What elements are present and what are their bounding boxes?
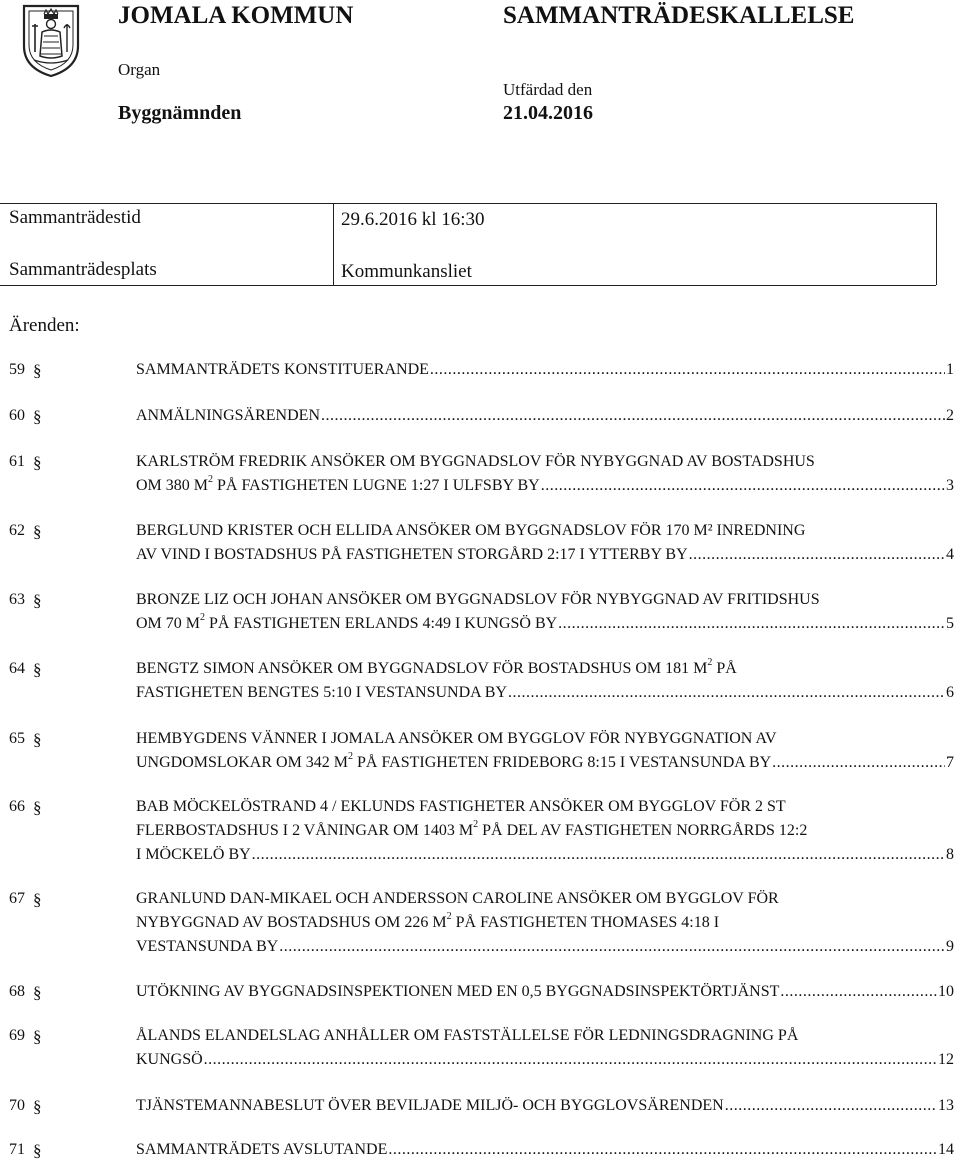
item-title-line: BERGLUND KRISTER OCH ELLIDA ANSÖKER OM BYGGNADSLOV FÖR 170 M² INREDNING	[136, 522, 806, 539]
item-number: 63	[9, 591, 25, 608]
item-title: UTÖKNING AV BYGGNADSINSPEKTIONEN MED EN 0,5 BYGGNADSINSPEKTÖRTJÄNST ..... 10	[136, 983, 954, 1001]
page-number: 7	[946, 754, 954, 771]
section-sign: §	[33, 730, 42, 749]
section-sign: §	[33, 660, 42, 679]
meeting-info-box	[0, 203, 936, 285]
municipality-name: JOMALA KOMMUN	[118, 2, 354, 29]
item-number: 71	[9, 1141, 25, 1158]
document-type: SAMMANTRÄDESKALLELSE	[503, 2, 855, 29]
item-title: TJÄNSTEMANNABESLUT ÖVER BEVILJADE MILJÖ- OCH BYGGLOVSÄRENDEN ..... 13	[136, 1097, 954, 1115]
page-number: 1	[946, 361, 954, 378]
page-number: 8	[946, 846, 954, 863]
item-number: 60	[9, 407, 25, 424]
item-title: UNGDOMSLOKAR OM 342 $M^2$ PÅ FASTIGHETEN FRIDEBORG 8:15 I VESTANSUNDA BY ..... 7	[136, 754, 954, 772]
agenda-heading: Ärenden:	[9, 315, 80, 336]
section-sign: §	[33, 1027, 42, 1046]
section-sign: §	[33, 407, 42, 426]
meeting-place-value: Kommunkansliet	[341, 261, 472, 282]
page-number: 10	[938, 983, 954, 1000]
meeting-place-label: Sammanträdesplats	[9, 259, 157, 280]
page-number: 13	[938, 1097, 954, 1114]
item-title-line: BENGTZ SIMON ANSÖKER OM BYGGNADSLOV FÖR BOSTADSHUS OM 181 $M^2$ PÅ	[136, 656, 737, 677]
item-number: 65	[9, 730, 25, 747]
item-number: 69	[9, 1027, 25, 1044]
item-title-line: KARLSTRÖM FREDRIK ANSÖKER OM BYGGNADSLOV FÖR NYBYGGNAD AV BOSTADSHUS	[136, 453, 815, 470]
section-sign: §	[33, 1097, 42, 1116]
item-title: VESTANSUNDA BY ..... 9	[136, 938, 954, 956]
page-number: 9	[946, 938, 954, 955]
item-number: 62	[9, 522, 25, 539]
item-title: SAMMANTRÄDETS AVSLUTANDE ..... 14	[136, 1141, 954, 1159]
page-number: 12	[938, 1051, 954, 1068]
item-title: FASTIGHETEN BENGTES 5:10 I VESTANSUNDA BY ..... 6	[136, 684, 954, 702]
item-title: ANMÄLNINGSÄRENDEN ..... 2	[136, 407, 954, 425]
item-title-line: ÅLANDS ELANDELSLAG ANHÅLLER OM FASTSTÄLLELSE FÖR LEDNINGSDRAGNING PÅ	[136, 1027, 799, 1044]
section-sign: §	[33, 983, 42, 1002]
item-title-line: BRONZE LIZ OCH JOHAN ANSÖKER OM BYGGNADSLOV FÖR NYBYGGNAD AV FRITIDSHUS	[136, 591, 820, 608]
issued-label: Utfärdad den	[503, 80, 593, 99]
municipal-coat-of-arms	[20, 2, 82, 78]
box-divider	[333, 203, 334, 285]
page-number: 2	[946, 407, 954, 424]
organ-name: Byggnämnden	[118, 102, 242, 124]
meeting-time-label: Sammanträdestid	[9, 207, 141, 228]
section-sign: §	[33, 890, 42, 909]
item-title: OM 380 $M^2$ PÅ FASTIGHETEN LUGNE 1:27 I ULFSBY BY ..... 3	[136, 477, 954, 495]
section-sign: §	[33, 591, 42, 610]
page-number: 14	[938, 1141, 954, 1158]
page-number: 4	[946, 546, 954, 563]
item-number: 61	[9, 453, 25, 470]
section-sign: §	[33, 453, 42, 472]
item-title: AV VIND I BOSTADSHUS PÅ FASTIGHETEN STORGÅRD 2:17 I YTTERBY BY ..... 4	[136, 546, 954, 564]
item-number: 66	[9, 798, 25, 815]
item-number: 64	[9, 660, 25, 677]
item-title-line: NYBYGGNAD AV BOSTADSHUS OM 226 $M^2$ PÅ FASTIGHETEN THOMASES 4:18 I	[136, 910, 720, 931]
box-right-rule	[936, 203, 937, 285]
item-title-line: GRANLUND DAN-MIKAEL OCH ANDERSSON CAROLINE ANSÖKER OM BYGGLOV FÖR	[136, 890, 779, 907]
section-sign: §	[33, 522, 42, 541]
page-number: 3	[946, 477, 954, 494]
page-number: 6	[946, 684, 954, 701]
item-number: 68	[9, 983, 25, 1000]
item-title: SAMMANTRÄDETS KONSTITUERANDE ..... 1	[136, 361, 954, 379]
box-bottom-rule	[0, 285, 936, 286]
item-number: 59	[9, 361, 25, 378]
item-title: KUNGSÖ ..... 12	[136, 1051, 954, 1069]
section-sign: §	[33, 361, 42, 380]
box-top-rule	[0, 203, 936, 204]
item-title: I MÖCKELÖ BY ..... 8	[136, 846, 954, 864]
item-title-line: FLERBOSTADSHUS I 2 VÅNINGAR OM 1403 $M^2$ PÅ DEL AV FASTIGHETEN NORRGÅRDS 12:2	[136, 818, 808, 839]
section-sign: §	[33, 798, 42, 817]
item-number: 70	[9, 1097, 25, 1114]
item-title-line: HEMBYGDENS VÄNNER I JOMALA ANSÖKER OM BYGGLOV FÖR NYBYGGNATION AV	[136, 730, 777, 747]
item-number: 67	[9, 890, 25, 907]
section-sign: §	[33, 1141, 42, 1160]
item-title: OM 70 $M^2$ PÅ FASTIGHETEN ERLANDS 4:49 I KUNGSÖ BY ..... 5	[136, 615, 954, 633]
item-title-line: BAB MÖCKELÖSTRAND 4 / EKLUNDS FASTIGHETER ANSÖKER OM BYGGLOV FÖR 2 ST	[136, 798, 786, 815]
organ-label: Organ	[118, 60, 161, 79]
page-number: 5	[946, 615, 954, 632]
issued-date: 21.04.2016	[503, 102, 593, 124]
meeting-time-value: 29.6.2016 kl 16:30	[341, 209, 485, 230]
